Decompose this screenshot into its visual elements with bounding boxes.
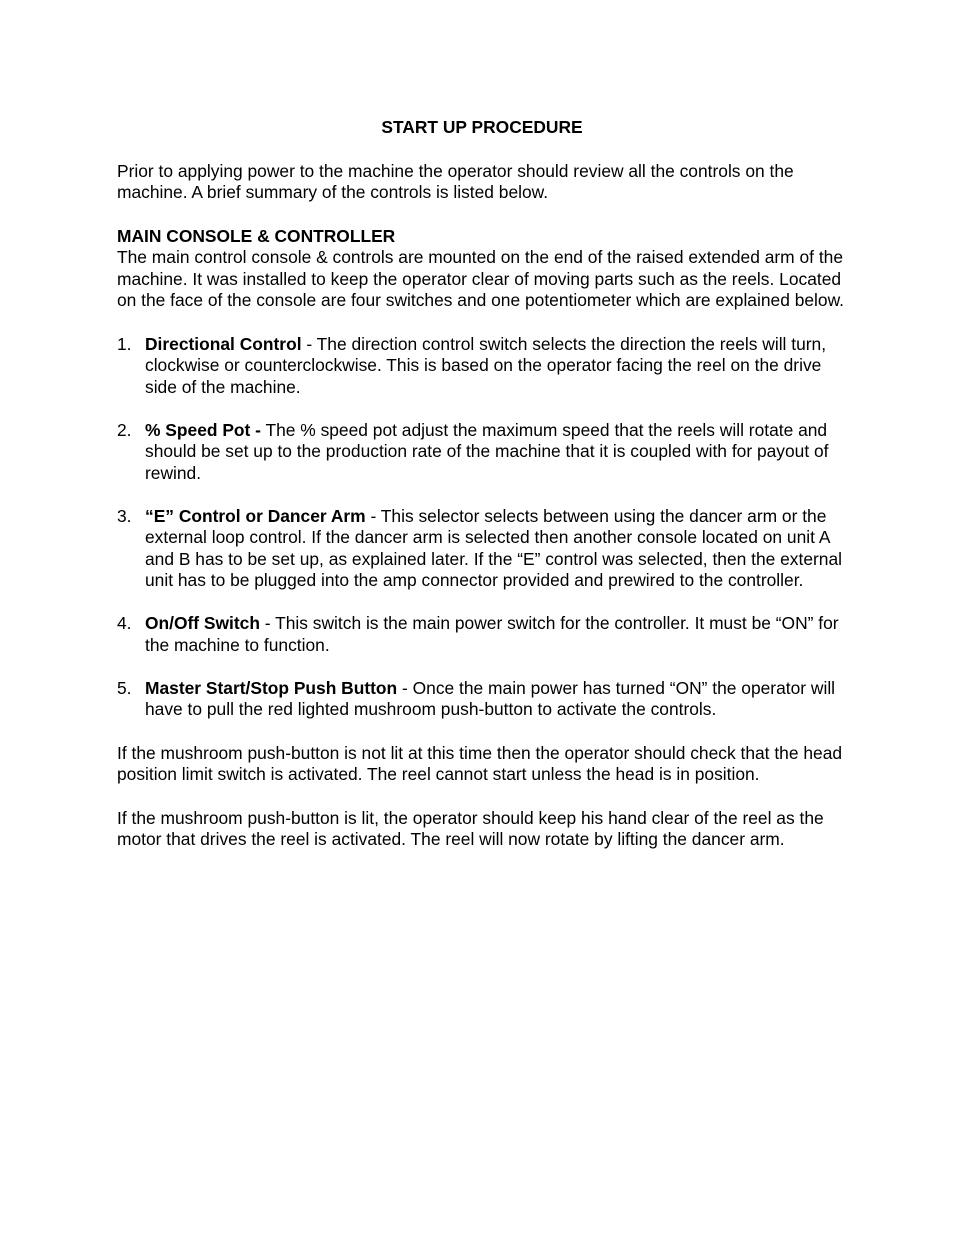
list-item-number: 2. <box>117 419 132 440</box>
list-item-text: - This selector selects between using the dancer arm or the external loop control. If the dancer arm is selected then another console located on unit A and B has to be set up, as explained later. If the “E” control was selected, then the external unit has to be plugged into the amp connector provided and prewired to the controller. <box>145 505 843 590</box>
list-item-text: - Once the main power has turned “ON” the operator will have to pull the red lighted mushroom push-button to activate the controls. <box>145 677 836 719</box>
list-item-term: Directional Control <box>145 333 302 354</box>
list-item <box>117 420 847 485</box>
list-item-term: On/Off Switch <box>145 613 260 633</box>
list-item-term: “E” Control or Dancer Arm <box>145 505 366 526</box>
document-page <box>117 117 847 851</box>
body-paragraph: If the mushroom push-button is lit, the operator should keep his hand clear of the reel as the motor that drives the reel is activated. The reel will now rotate by lifting the dancer arm. <box>117 807 824 849</box>
list-item-term: % Speed Pot - <box>145 419 261 440</box>
list-item-number: 1. <box>117 333 132 354</box>
intro-paragraph: Prior to applying power to the machine the operator should review all the controls on the machine. A brief summary of the controls is listed below. <box>117 160 794 202</box>
page-title: START UP PROCEDURE <box>381 117 583 137</box>
list-item-term: Master Start/Stop Push Button <box>145 677 398 698</box>
list-item-number: 3. <box>117 505 132 526</box>
list-item <box>117 506 847 592</box>
controls-list <box>117 334 847 721</box>
list-item <box>117 334 847 399</box>
section-heading: MAIN CONSOLE & CONTROLLER <box>117 225 396 246</box>
list-item-text: - This switch is the main power switch for the controller. It must be “ON” for the machine to function. <box>145 613 839 655</box>
list-item-text: - The direction control switch selects the direction the reels will turn, clockwise or counterclockwise. This is based on the operator facing the reel on the drive side of the machine. <box>145 333 827 397</box>
list-item-text: The % speed pot adjust the maximum speed that the reels will rotate and should be set up to the production rate of the machine that it is coupled with for payout of rewind. <box>145 419 829 483</box>
body-paragraph: If the mushroom push-button is not lit at this time then the operator should check that the head position limit switch is activated. The reel cannot start unless the head is in position. <box>117 742 843 784</box>
list-item-number: 5. <box>117 677 132 698</box>
section-body: The main control console & controls are mounted on the end of the raised extended arm of the machine. It was installed to keep the operator clear of moving parts such as the reels. Located on the face of the console are four switches and one potentiometer which are explained below. <box>117 247 845 310</box>
list-item-number: 4. <box>117 613 132 633</box>
list-item <box>117 613 847 656</box>
list-item <box>117 678 847 721</box>
